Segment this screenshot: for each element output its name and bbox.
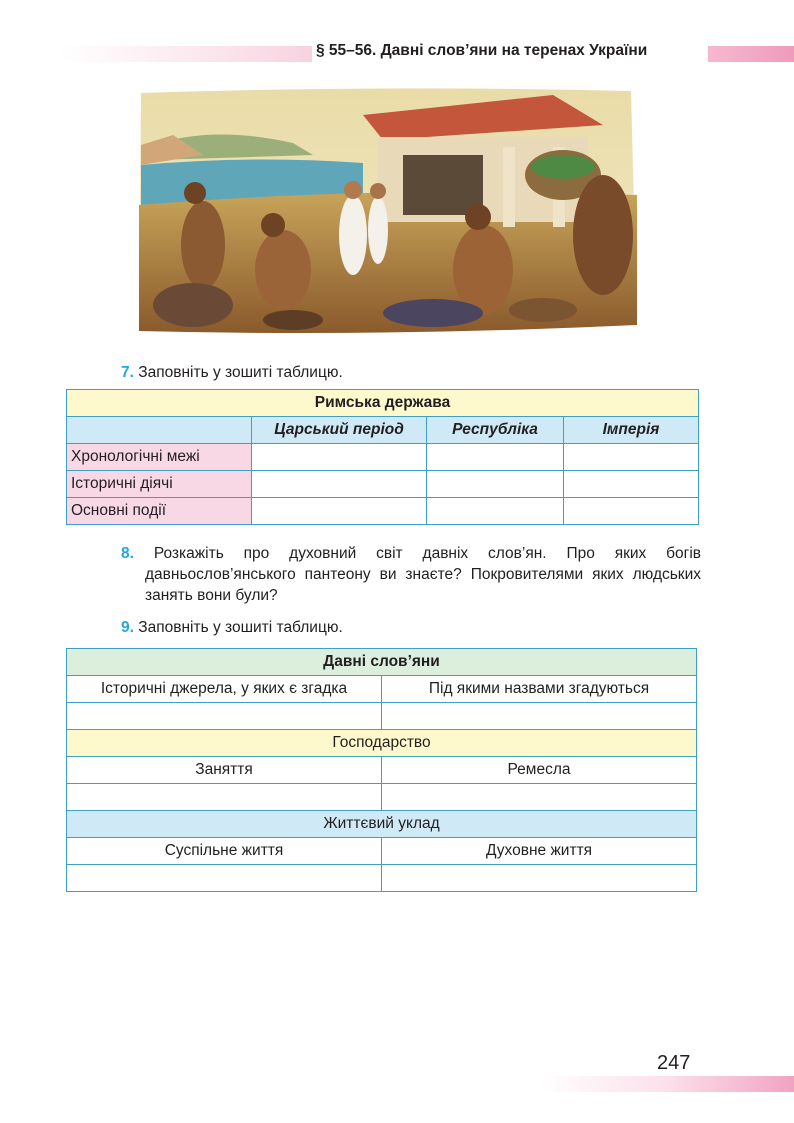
slavs-table-header: Заняття <box>67 757 382 784</box>
roman-table-cell <box>564 498 699 525</box>
header-decor-left <box>60 46 312 62</box>
roman-table-cell <box>427 498 564 525</box>
roman-table-cell <box>252 444 427 471</box>
roman-table-cell <box>252 498 427 525</box>
slavs-table-cell <box>382 703 697 730</box>
roman-table-row-label: Історичні діячі <box>67 471 252 498</box>
task-9 <box>121 617 343 638</box>
slavs-table-cell <box>382 784 697 811</box>
task-8-text: Розкажіть про духовний світ давніх слов’ян. Про яких богів давньослов’янського пантеону ви знаєте? Покровителями яких людських занять вони були? <box>145 545 702 604</box>
task-8 <box>121 543 701 606</box>
roman-state-table <box>66 389 699 525</box>
slavs-table-header: Під якими назвами згадуються <box>382 676 697 703</box>
roman-table-cell <box>564 444 699 471</box>
slavs-table-title: Давні слов’яни <box>67 649 697 676</box>
roman-table-cell <box>427 444 564 471</box>
roman-table-title: Римська держава <box>67 390 699 417</box>
slavs-table-cell <box>382 865 697 892</box>
slavs-table-section-economy: Господарство <box>67 730 697 757</box>
slavs-table-cell <box>67 784 382 811</box>
roman-table-cell <box>564 471 699 498</box>
task-9-text: Заповніть у зошиті таблицю. <box>138 619 343 636</box>
slavs-table-cell <box>67 865 382 892</box>
slavs-table-section-lifestyle: Життєвий уклад <box>67 811 697 838</box>
ancient-market-illustration-icon <box>133 85 639 337</box>
task-8-number: 8. <box>121 545 134 562</box>
section-title: § 55–56. Давні слов’яни на теренах України <box>316 42 648 59</box>
ancient-slavs-table <box>66 648 697 892</box>
roman-table-row-label: Основні події <box>67 498 252 525</box>
slavs-table-header: Суспільне життя <box>67 838 382 865</box>
task-7-text: Заповніть у зошиті таблицю. <box>138 364 343 381</box>
roman-table-corner <box>67 417 252 444</box>
roman-table-col-kingdom: Царський період <box>252 417 427 444</box>
roman-table-col-empire: Імперія <box>564 417 699 444</box>
roman-table-cell <box>252 471 427 498</box>
header-decor-right <box>708 46 794 62</box>
task-9-number: 9. <box>121 619 134 636</box>
page-number: 247 <box>657 1052 691 1074</box>
task-7 <box>121 362 343 383</box>
slavs-table-header: Духовне життя <box>382 838 697 865</box>
roman-table-row-label: Хронологічні межі <box>67 444 252 471</box>
task-7-number: 7. <box>121 364 134 381</box>
footer-decor <box>540 1076 794 1092</box>
slavs-table-cell <box>67 703 382 730</box>
roman-table-col-republic: Республіка <box>427 417 564 444</box>
slavs-table-header: Ремесла <box>382 757 697 784</box>
slavs-table-header: Історичні джерела, у яких є згадка <box>67 676 382 703</box>
roman-table-cell <box>427 471 564 498</box>
